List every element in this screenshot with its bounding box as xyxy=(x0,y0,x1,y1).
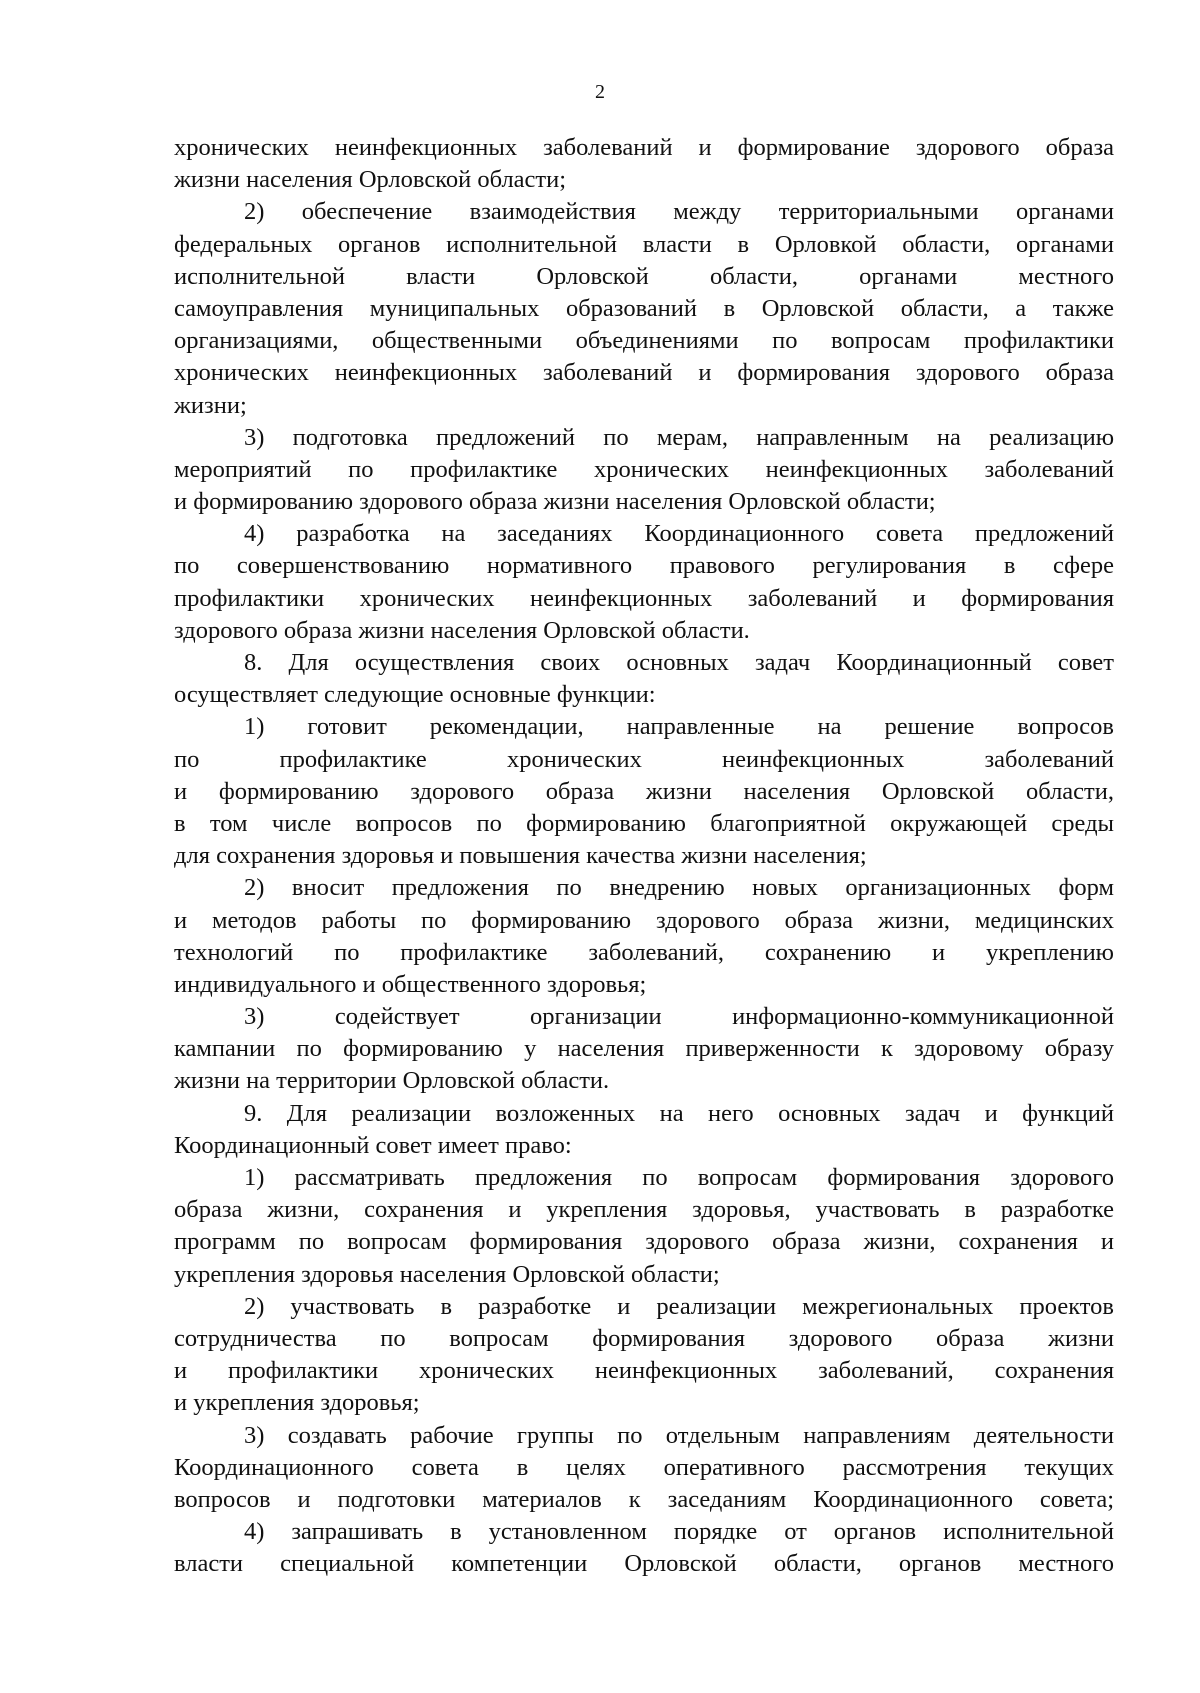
text-line: 2) вносит предложения по внедрению новых организационных форм xyxy=(244,874,1114,902)
text-line: здорового образа жизни населения Орловской области. xyxy=(174,616,750,644)
text-line: хронических неинфекционных заболеваний и формирование здорового образа xyxy=(174,134,1114,161)
text-line: жизни на территории Орловской области. xyxy=(174,1067,610,1095)
text-line: исполнительной власти Орловской области, органами местного xyxy=(174,262,1114,290)
text-line: сотрудничества по вопросам формирования здорового образа жизни xyxy=(174,1324,1114,1352)
text-line: 4) запрашивать в установленном порядке от органов исполнительной xyxy=(244,1518,1114,1546)
text-line: для сохранения здоровья и повышения качества жизни населения; xyxy=(174,842,867,870)
text-line: 3) подготовка предложений по мерам, направленным на реализацию xyxy=(244,423,1114,451)
text-line: осуществляет следующие основные функции: xyxy=(174,681,656,709)
text-line: программ по вопросам формирования здорового образа жизни, сохранения и xyxy=(174,1228,1114,1256)
text-line: и формированию здорового образа жизни населения Орловской области, xyxy=(174,777,1114,805)
text-line: 4) разработка на заседаниях Координационного совета предложений xyxy=(244,520,1114,548)
text-line: профилактики хронических неинфекционных заболеваний и формирования xyxy=(174,584,1114,612)
text-line: федеральных органов исполнительной власти в Орловкой области, органами xyxy=(174,230,1114,258)
text-line: в том числе вопросов по формированию благоприятной окружающей среды xyxy=(174,809,1114,837)
text-line: самоуправления муниципальных образований в Орловской области, а также xyxy=(174,294,1114,322)
text-line: и формированию здорового образа жизни населения Орловской области; xyxy=(174,488,936,516)
text-line: власти специальной компетенции Орловской области, органов местного xyxy=(174,1550,1114,1578)
text-line: кампании по формированию у населения приверженности к здоровому образу xyxy=(174,1035,1114,1063)
text-line: и укрепления здоровья; xyxy=(174,1389,420,1417)
text-line: 2) участвовать в разработке и реализации межрегиональных проектов xyxy=(244,1292,1114,1320)
text-line: вопросов и подготовки материалов к заседаниям Координационного совета; xyxy=(174,1485,1114,1513)
text-line: жизни; xyxy=(174,391,247,419)
text-line: по совершенствованию нормативного правового регулирования в сфере xyxy=(174,552,1114,580)
text-line: по профилактике хронических неинфекционных заболеваний xyxy=(174,745,1114,773)
text-line: образа жизни, сохранения и укрепления здоровья, участвовать в разработке xyxy=(174,1196,1114,1224)
text-line: организациями, общественными объединениями по вопросам профилактики xyxy=(174,327,1114,355)
text-line: 1) рассматривать предложения по вопросам формирования здорового xyxy=(244,1164,1114,1191)
text-line: хронических неинфекционных заболеваний и формирования здорового образа xyxy=(174,359,1114,387)
text-line: индивидуального и общественного здоровья; xyxy=(174,970,647,998)
text-line: и профилактики хронических неинфекционных заболеваний, сохранения xyxy=(174,1357,1114,1385)
text-line: 1) готовит рекомендации, направленные на решение вопросов xyxy=(244,713,1114,741)
text-line: Координационный совет имеет право: xyxy=(174,1131,572,1159)
text-line: мероприятий по профилактике хронических неинфекционных заболеваний xyxy=(174,455,1114,483)
text-line: и методов работы по формированию здорового образа жизни, медицинских xyxy=(174,906,1114,934)
text-line: технологий по профилактике заболеваний, сохранению и укреплению xyxy=(174,938,1114,966)
text-line: Координационного совета в целях оперативного рассмотрения текущих xyxy=(174,1453,1114,1481)
text-line: 3) содействует организации информационно-коммуникационной xyxy=(244,1003,1114,1031)
document-body xyxy=(174,132,1114,1580)
page-number: 2 xyxy=(595,81,605,103)
text-line: 9. Для реализации возложенных на него основных задач и функций xyxy=(244,1099,1114,1127)
text-line: жизни населения Орловской области; xyxy=(174,166,567,194)
text-line: укрепления здоровья населения Орловской области; xyxy=(174,1260,720,1288)
text-line: 2) обеспечение взаимодействия между территориальными органами xyxy=(244,198,1114,226)
text-line: 8. Для осуществления своих основных задач Координационный совет xyxy=(244,649,1114,676)
text-line: 3) создавать рабочие группы по отдельным направлениям деятельности xyxy=(244,1421,1114,1449)
